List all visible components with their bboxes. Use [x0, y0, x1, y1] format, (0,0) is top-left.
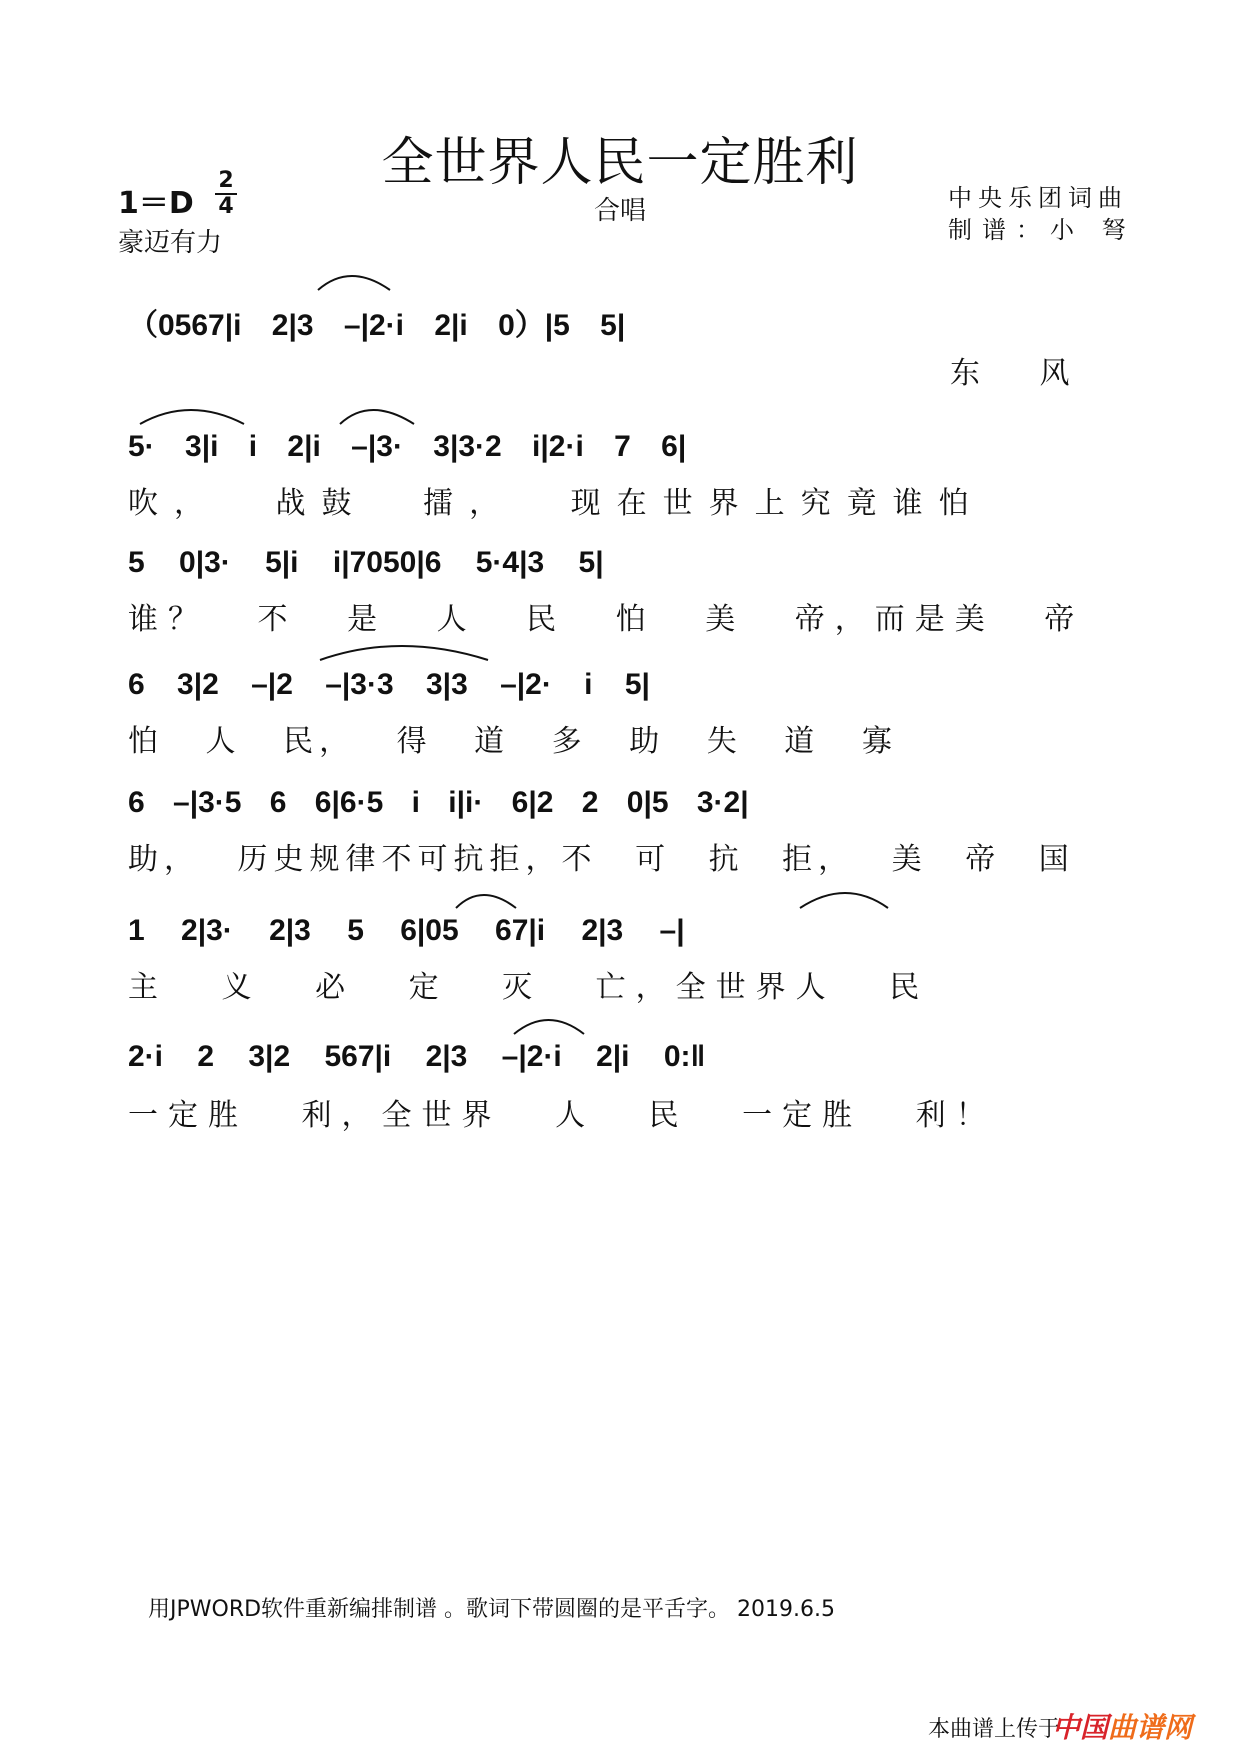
- site-logo: [1052, 1706, 1192, 1746]
- slur: [320, 646, 488, 660]
- staff-line-4-lyrics: 怕 人 民， 得 道 多 助 失 道 寡: [128, 724, 898, 759]
- credit-words-music: 中央乐团词曲: [948, 184, 1128, 212]
- staff-line-7-notes: 2·i 2 3|2 567|i 2|3 –|2·i 2|i 0:‖: [128, 1040, 706, 1073]
- credit-notation: 制谱：小 弩: [948, 216, 1136, 244]
- staff-line-1-lyrics: 东 风: [950, 356, 1070, 391]
- logo-part-1: 中国: [1052, 1711, 1109, 1744]
- tempo-marking: 豪迈有力: [118, 228, 223, 258]
- staff-line-2-notes: 5· 3|i i 2|i –|3· 3|3·2 i|2·i 7 6|: [128, 430, 687, 463]
- slur: [514, 1020, 584, 1034]
- staff-line-2-lyrics: 吹， 战鼓 擂， 现在世界上究竟谁怕: [128, 486, 985, 521]
- performance-type: 合唱: [593, 196, 646, 226]
- time-top: 2: [218, 168, 234, 193]
- staff-line-5-notes: 6 –|3·5 6 6|6·5 i i|i· 6|2 2 0|5 3·2|: [128, 786, 749, 819]
- staff-line-4-notes: 6 3|2 –|2 –|3·3 3|3 –|2· i 5|: [128, 668, 650, 701]
- slur: [456, 895, 516, 908]
- slur: [340, 410, 414, 424]
- staff-line-3-lyrics: 谁？ 不 是 人 民 怕 美 帝，而是美 帝: [128, 602, 1085, 637]
- staff-line-1-notes: （0567|i 2|3 –|2·i 2|i 0）|5 5|: [128, 309, 626, 342]
- staff-line-3-notes: 5 0|3· 5|i i|7050|6 5·4|3 5|: [128, 546, 604, 579]
- time-bottom: 4: [218, 194, 234, 219]
- staff-line-5-lyrics: 助， 历史规律不可抗拒，不 可 抗 拒， 美 帝 国: [128, 842, 1075, 877]
- slur: [140, 410, 244, 424]
- upload-text: 本曲谱上传于: [928, 1717, 1061, 1742]
- logo-part-2: 曲谱网: [1108, 1711, 1193, 1744]
- slur: [800, 893, 888, 908]
- key-signature: 1＝D: [118, 186, 194, 221]
- staff-line-7-lyrics: 一定胜 利，全世界 人 民 一定胜 利！: [128, 1098, 996, 1133]
- slur: [318, 276, 390, 290]
- footer-note: 用JPWORD软件重新编排制谱 。歌词下带圆圈的是平舌字。 2019.6.5: [148, 1597, 836, 1622]
- staff-line-6-lyrics: 主 义 必 定 灭 亡，全世界人 民: [128, 970, 930, 1005]
- page-title: 全世界人民一定胜利: [381, 133, 859, 193]
- staff-line-6-notes: 1 2|3· 2|3 5 6|05 67|i 2|3 –|: [128, 914, 685, 947]
